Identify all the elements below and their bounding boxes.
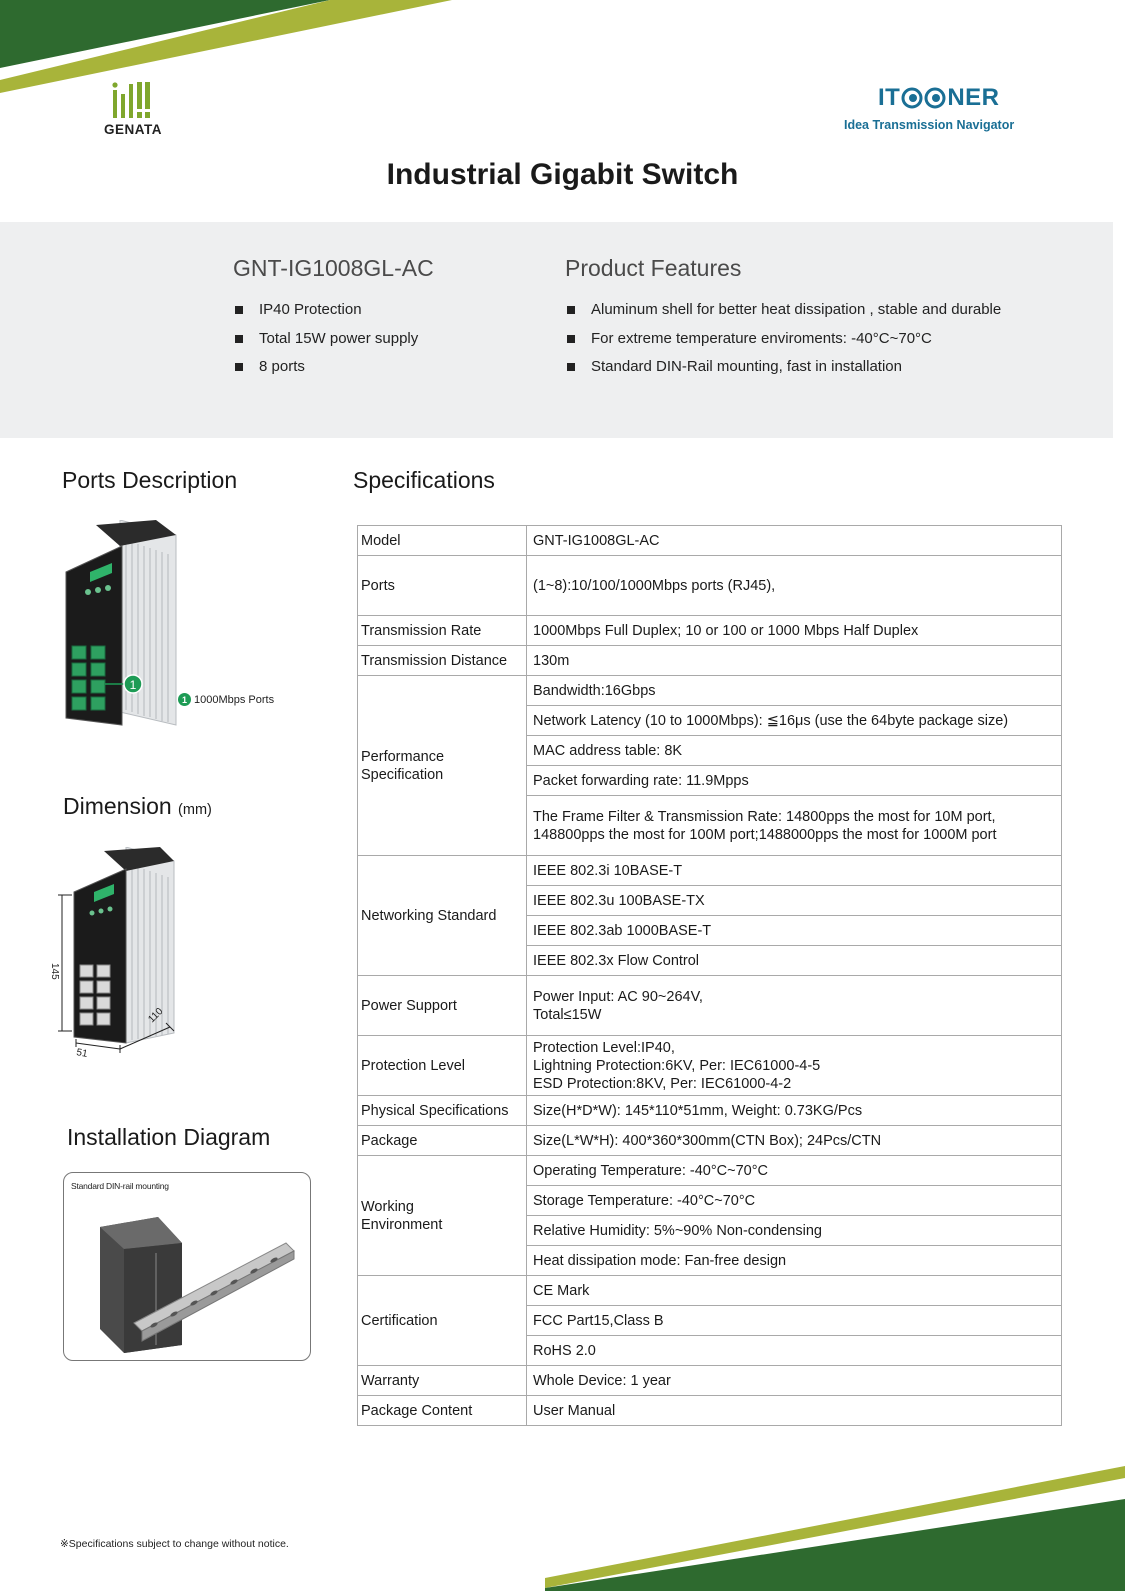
table-row	[358, 1276, 1062, 1306]
spec-label: Transmission Rate	[358, 616, 527, 646]
genata-wordmark: GENATA	[104, 122, 162, 137]
installation-label: Standard DIN-rail mounting	[71, 1181, 169, 1191]
spec-label: Performance Specification	[358, 676, 527, 856]
spec-label: Physical Specifications	[358, 1096, 527, 1126]
spec-value: IEEE 802.3i 10BASE-T	[527, 856, 1062, 886]
table-row	[358, 856, 1062, 886]
spec-value: Protection Level:IP40, Lightning Protection:6KV, Per: IEC61000-4-5 ESD Protection:8KV, Per: IEC61000-4-2	[527, 1036, 1062, 1096]
switch-front-image	[64, 520, 184, 740]
spec-value: CE Mark	[527, 1276, 1062, 1306]
table-row	[358, 976, 1062, 1036]
height-dimension-label: 145	[49, 963, 60, 980]
spec-value: Relative Humidity: 5%~90% Non-condensing	[527, 1216, 1062, 1246]
spec-value: IEEE 802.3u 100BASE-TX	[527, 886, 1062, 916]
spec-value: User Manual	[527, 1396, 1062, 1426]
summary-band	[0, 222, 1113, 438]
product-features	[565, 255, 1001, 382]
square-bullet-icon	[567, 306, 575, 314]
depth-dimension-label: 110	[146, 1006, 166, 1026]
spec-value: MAC address table: 8K	[527, 736, 1062, 766]
model-summary	[233, 255, 434, 382]
model-heading: GNT-IG1008GL-AC	[233, 255, 434, 281]
spec-value: Bandwidth:16Gbps	[527, 676, 1062, 706]
square-bullet-icon	[235, 306, 243, 314]
legend-label: 1000Mbps Ports	[194, 693, 275, 706]
spec-label: Model	[358, 526, 527, 556]
port-callout-number: 1	[129, 678, 137, 692]
itooner-logo	[836, 82, 1026, 134]
spec-value: Power Input: AC 90~264V, Total≤15W	[527, 976, 1062, 1036]
spec-value: 130m	[527, 646, 1062, 676]
installation-diagram	[63, 1172, 311, 1361]
spec-value: Size(L*W*H): 400*360*300mm(CTN Box); 24Pcs/CTN	[527, 1126, 1062, 1156]
spec-value: The Frame Filter & Transmission Rate: 14800pps the most for 10M port, 148800pps the most for 100M port;1488000pps the most for 1000M port	[527, 796, 1062, 856]
installation-heading: Installation Diagram	[67, 1124, 271, 1150]
spec-value: GNT-IG1008GL-AC	[527, 526, 1062, 556]
table-row	[358, 676, 1062, 706]
list-item: 8 ports	[233, 353, 434, 382]
ports-legend	[178, 693, 274, 706]
list-item: Total 15W power supply	[233, 325, 434, 354]
table-row	[358, 616, 1062, 646]
square-bullet-icon	[567, 363, 575, 371]
spec-value: Packet forwarding rate: 11.9Mpps	[527, 766, 1062, 796]
itooner-suffix: NER	[947, 84, 1000, 111]
table-row	[358, 1126, 1062, 1156]
spec-value: IEEE 802.3x Flow Control	[527, 946, 1062, 976]
spec-label: Transmission Distance	[358, 646, 527, 676]
table-row	[358, 1396, 1062, 1426]
table-row	[358, 1036, 1062, 1096]
list-item: Standard DIN-Rail mounting, fast in installation	[565, 353, 1001, 382]
table-row	[358, 1366, 1062, 1396]
spec-label: Package	[358, 1126, 527, 1156]
spec-label: Power Support	[358, 976, 527, 1036]
specifications-table	[357, 525, 1062, 1426]
dimension-unit: (mm)	[178, 802, 212, 818]
switch-dimension-drawing	[46, 847, 186, 1072]
spec-value: Size(H*D*W): 145*110*51mm, Weight: 0.73KG/Pcs	[527, 1096, 1062, 1126]
table-row	[358, 646, 1062, 676]
list-item: IP40 Protection	[233, 296, 434, 325]
table-row	[358, 1156, 1062, 1186]
dimension-heading	[63, 793, 212, 820]
document-title: Industrial Gigabit Switch	[386, 158, 739, 191]
square-bullet-icon	[567, 335, 575, 343]
specifications-heading: Specifications	[353, 467, 495, 493]
dimension-title: Dimension	[63, 793, 172, 819]
spec-value: Storage Temperature: -40°C~70°C	[527, 1186, 1062, 1216]
square-bullet-icon	[235, 335, 243, 343]
width-dimension-label: 51	[75, 1047, 89, 1060]
features-heading: Product Features	[565, 255, 742, 281]
spec-value: 1000Mbps Full Duplex; 10 or 100 or 1000 Mbps Half Duplex	[527, 616, 1062, 646]
spec-label: Package Content	[358, 1396, 527, 1426]
spec-value: RoHS 2.0	[527, 1336, 1062, 1366]
spec-value: Network Latency (10 to 1000Mbps): ≦16μs (use the 64byte package size)	[527, 706, 1062, 736]
spec-value: FCC Part15,Class B	[527, 1306, 1062, 1336]
model-bullet-list	[233, 296, 434, 382]
spec-value: Operating Temperature: -40°C~70°C	[527, 1156, 1062, 1186]
itooner-eyes-icon	[901, 87, 946, 109]
table-row	[358, 526, 1062, 556]
list-item: For extreme temperature enviroments: -40°C~70°C	[565, 325, 1001, 354]
spec-value: Heat dissipation mode: Fan-free design	[527, 1246, 1062, 1276]
din-rail-illustration	[94, 1203, 304, 1353]
square-bullet-icon	[235, 363, 243, 371]
spec-label: Working Environment	[358, 1156, 527, 1276]
spec-label: Networking Standard	[358, 856, 527, 976]
spec-value: Whole Device: 1 year	[527, 1366, 1062, 1396]
legend-number: 1	[178, 693, 191, 706]
itooner-wordmark	[878, 84, 1000, 112]
genata-logo	[98, 82, 168, 140]
spec-value: IEEE 802.3ab 1000BASE-T	[527, 916, 1062, 946]
itooner-prefix: IT	[878, 84, 901, 111]
features-bullet-list	[565, 296, 1001, 382]
spec-label: Ports	[358, 556, 527, 616]
genata-bars-icon	[112, 82, 152, 118]
table-row	[358, 1096, 1062, 1126]
table-row	[358, 556, 1062, 616]
list-item: Aluminum shell for better heat dissipation , stable and durable	[565, 296, 1001, 325]
spec-value: (1~8):10/100/1000Mbps ports (RJ45),	[527, 556, 1062, 616]
itooner-tagline: Idea Transmission Navigator	[844, 118, 1015, 132]
bottom-corner-stripes	[545, 1466, 1125, 1591]
spec-label: Warranty	[358, 1366, 527, 1396]
spec-label: Certification	[358, 1276, 527, 1366]
ports-heading: Ports Description	[62, 467, 238, 493]
footnote: ※Specifications subject to change without notice.	[60, 1538, 289, 1550]
spec-label: Protection Level	[358, 1036, 527, 1096]
top-corner-stripes	[0, 0, 460, 100]
